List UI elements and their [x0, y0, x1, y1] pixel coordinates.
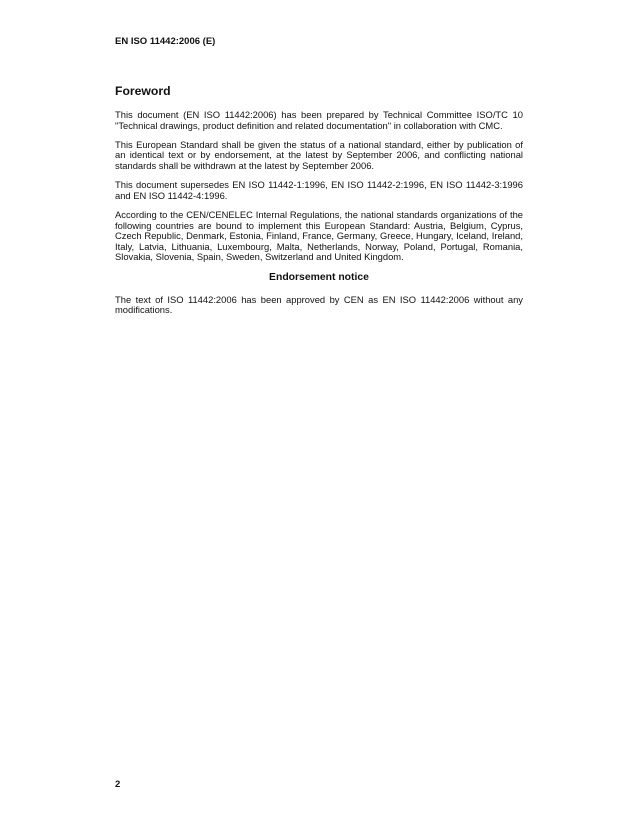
- foreword-paragraph-4: According to the CEN/CENELEC Internal Regulations, the national standards organizations of the following countries are bound to implement this European Standard: Austria, Belgium, Cyprus, Czech Republic, Denmark, Estonia, Finland, France, Germany, Greece, Hungary, Iceland, Ireland, Italy, Latvia, Lithuania, Luxembourg, Malta, Netherlands, Norway, Poland, Portugal, Romania, Slovakia, Slovenia, Spain, Sweden, Switzerland and United Kingdom.: [115, 208, 523, 263]
- page-number: 2: [115, 779, 121, 790]
- foreword-title: Foreword: [115, 84, 171, 98]
- foreword-paragraph-2: This European Standard shall be given the status of a national standard, either by publication of an identical text or by endorsement, at the latest by September 2006, and conflicting national standards shall be withdrawn at the latest by September 2006.: [115, 138, 523, 171]
- endorsement-notice-title: Endorsement notice: [269, 271, 369, 283]
- foreword-paragraph-1: This document (EN ISO 11442:2006) has been prepared by Technical Committee ISO/TC 10 "Technical drawings, product definition and related documentation" in collaboration with CMC.: [115, 109, 523, 131]
- foreword-paragraph-3: This document supersedes EN ISO 11442-1:1996, EN ISO 11442-2:1996, EN ISO 11442-3:1996 and EN ISO 11442-4:1996.: [115, 179, 523, 201]
- endorsement-paragraph: The text of ISO 11442:2006 has been approved by CEN as EN ISO 11442:2006 without any modifications.: [115, 293, 523, 316]
- document-body: [115, 84, 523, 324]
- document-header: EN ISO 11442:2006 (E): [115, 36, 216, 47]
